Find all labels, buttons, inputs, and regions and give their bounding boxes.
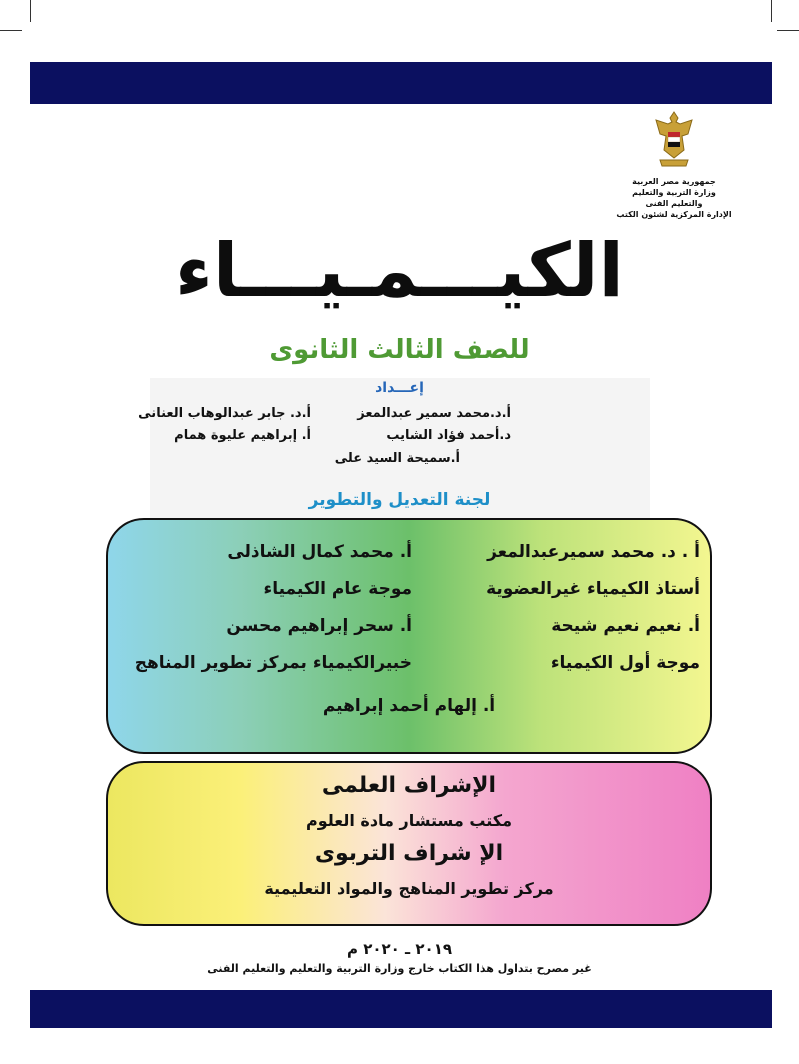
- committee-heading: لجنة التعديل والتطوير: [308, 490, 491, 510]
- ministry-line-2: وزارة التربية والتعليم: [632, 188, 716, 197]
- ministry-header: [579, 110, 769, 220]
- author-name: أ. إبراهيم عليوة همام: [174, 428, 311, 443]
- distribution-notice: غير مصرح بتداول هذا الكتاب خارج وزارة التربية والتعليم والتعليم الفنى: [207, 962, 592, 975]
- educational-supervision-title: الإ شراف التربوى: [314, 841, 504, 866]
- egypt-eagle-emblem-icon: [652, 110, 696, 168]
- academic-year: ٢٠١٩ ـ ٢٠٢٠ م: [346, 940, 453, 958]
- committee-cell: أ. نعيم نعيم شيحة: [551, 616, 700, 636]
- author-name: أ.سميحة السيد على: [334, 451, 460, 466]
- committee-cell: موجة عام الكيمياء: [263, 579, 412, 599]
- scientific-supervision-body: مكتب مستشار مادة العلوم: [306, 811, 512, 830]
- supervision-box: [106, 761, 712, 926]
- top-band: [30, 62, 772, 104]
- ministry-line-1: جمهورية مصر العربية: [632, 177, 716, 186]
- bottom-band: [30, 990, 772, 1028]
- crop-mark-top-right-vertical: [771, 0, 772, 22]
- author-name: أ.د. جابر عبدالوهاب العنانى: [138, 406, 311, 421]
- committee-box: [106, 518, 712, 754]
- committee-cell: موجة أول الكيمياء: [550, 653, 700, 673]
- ministry-line-3: والتعليم الفنى: [645, 199, 703, 208]
- crop-mark-top-left-horizontal: [0, 30, 22, 31]
- book-title: الكيـــمـيـــاء: [175, 228, 624, 314]
- book-subtitle: للصف الثالث الثانوى: [269, 335, 530, 365]
- committee-cell: أ . د. محمد سميرعبدالمعز: [487, 542, 700, 562]
- committee-cell: خبيرالكيمياء بمركز تطوير المناهج: [134, 653, 412, 673]
- author-name: د.أحمد فؤاد الشايب: [386, 428, 511, 443]
- committee-cell: أ. محمد كمال الشاذلى: [227, 542, 412, 562]
- crop-mark-top-right-horizontal: [777, 30, 799, 31]
- author-name: أ.د.محمد سمير عبدالمعز: [357, 406, 511, 421]
- committee-cell: أ. سحر إبراهيم محسن: [226, 616, 412, 636]
- educational-supervision-body: مركز تطوير المناهج والمواد التعليمية: [264, 879, 554, 898]
- crop-mark-top-left-vertical: [30, 0, 31, 22]
- scientific-supervision-title: الإشراف العلمى: [321, 773, 497, 798]
- committee-cell-last: أ. إلهام أحمد إبراهيم: [322, 696, 496, 716]
- ministry-line-4: الإدارة المركزية لشئون الكتب: [616, 210, 732, 219]
- preparation-heading: إعـــداد: [375, 380, 424, 396]
- committee-cell: أستاذ الكيمياء غيرالعضوية: [486, 579, 700, 599]
